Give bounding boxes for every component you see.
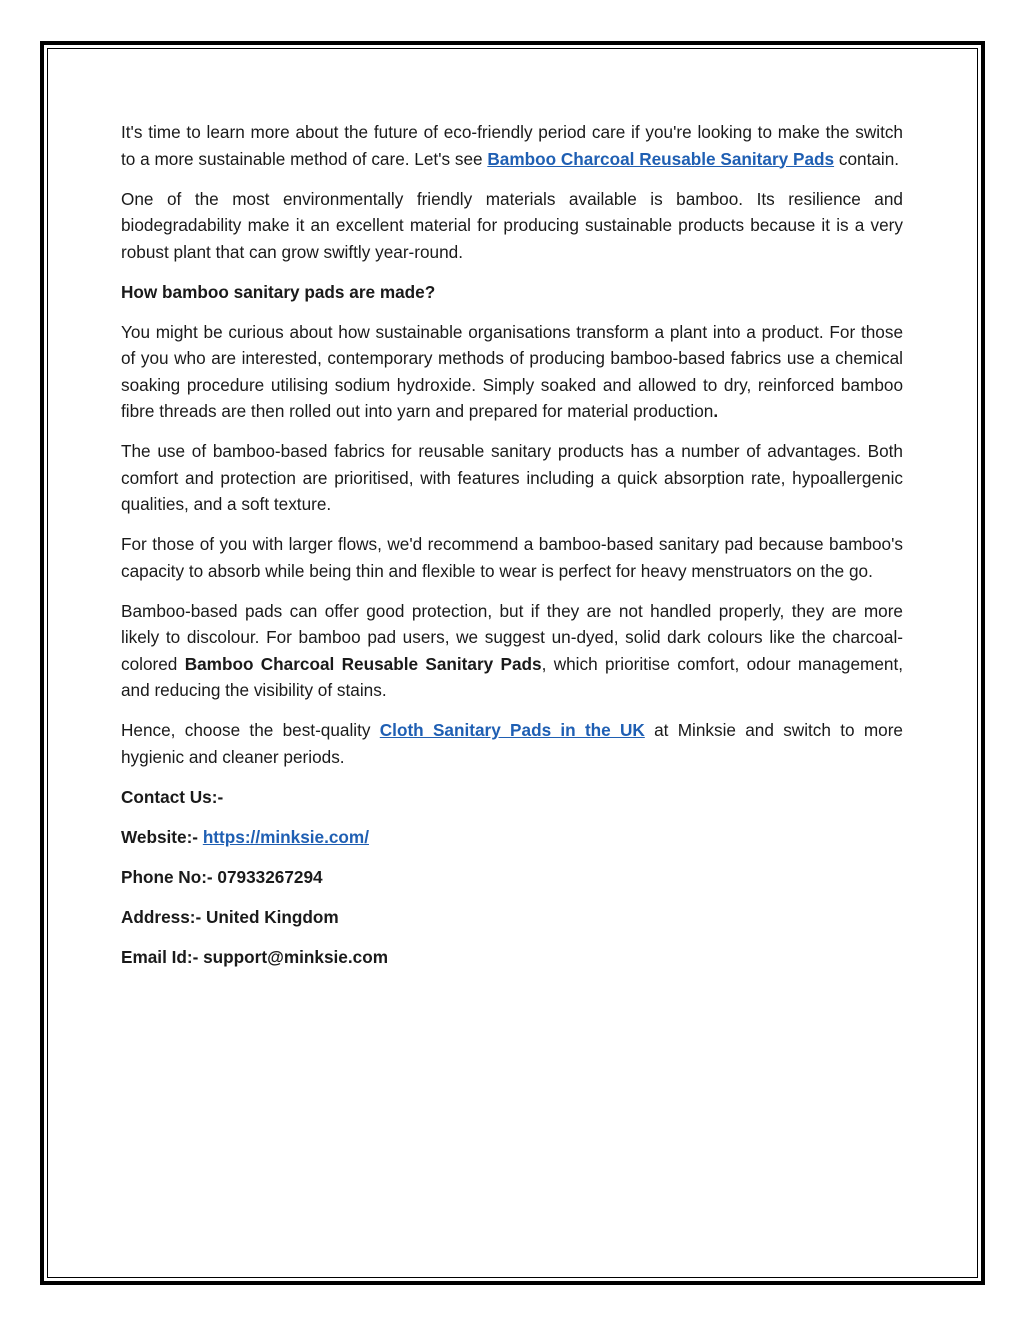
production-period: .: [713, 401, 719, 421]
protection-text: Bamboo-based pads can offer good protection, but if they are not handled properly, they are more likely to discolour. For bamboo pad users, we suggest un-dyed, solid dark colours like the charcoal-colored: [121, 600, 903, 674]
choose-paragraph: [121, 717, 903, 770]
intro-text-end: contain.: [834, 148, 900, 169]
bamboo-materials-paragraph: One of the most environmentally friendly materials available is bamboo. Its resilience and biodegradability make it an excellent material for producing sustainable products because it is a very robust plant that can grow swiftly year-round.: [121, 188, 903, 262]
larger-flows-paragraph: For those of you with larger flows, we'd recommend a bamboo-based sanitary pad because bamboo's capacity to absorb while being thin and flexible to wear is perfect for heavy menstruators on the go.: [121, 534, 903, 581]
protection-bold-product: Bamboo Charcoal Reusable Sanitary Pads: [184, 653, 542, 674]
advantages-paragraph: The use of bamboo-based fabrics for reusable sanitary products has a number of advantages. Both comfort and protection are prioritised, with features including a quick absorption rate, hypoallergenic qualities, and a soft texture.: [121, 441, 903, 514]
choose-text: Hence, choose the best-quality: [121, 720, 380, 740]
production-paragraph: [121, 319, 903, 425]
contact-website: [121, 824, 903, 851]
cloth-sanitary-pads-link[interactable]: Cloth Sanitary Pads in the UK: [379, 720, 645, 740]
contact-address: Address:- United Kingdom: [121, 906, 339, 927]
contact-email: Email Id:- support@minksie.com: [121, 946, 388, 967]
choose-text-end: at Minksie and switch to more hygienic and cleaner periods.: [121, 720, 903, 767]
protection-text-end: , which prioritise comfort, odour management, and reducing the visibility of stains.: [121, 653, 903, 700]
document-body: [121, 119, 903, 984]
intro-paragraph: [121, 119, 903, 172]
website-link[interactable]: https://minksie.com/: [202, 826, 369, 847]
bamboo-charcoal-pads-link[interactable]: Bamboo Charcoal Reusable Sanitary Pads: [487, 148, 835, 169]
contact-phone: Phone No:- 07933267294: [121, 866, 323, 887]
contact-heading: Contact Us:-: [121, 786, 224, 807]
website-label: Website:-: [121, 826, 203, 847]
section-heading: How bamboo sanitary pads are made?: [121, 281, 436, 302]
intro-text: It's time to learn more about the future of eco-friendly period care if you're looking to make the switch to a more sustainable method of care. Let's see: [121, 122, 903, 169]
production-text: You might be curious about how sustainable organisations transform a plant into a product. For those of you who are interested, contemporary methods of producing bamboo-based fabrics use a chemical soaking procedure utilising sodium hydroxide. Simply soaked and allowed to dry, reinforced bamboo fibre threads are then rolled out into yarn and prepared for material production: [121, 321, 903, 421]
protection-paragraph: [121, 598, 903, 704]
